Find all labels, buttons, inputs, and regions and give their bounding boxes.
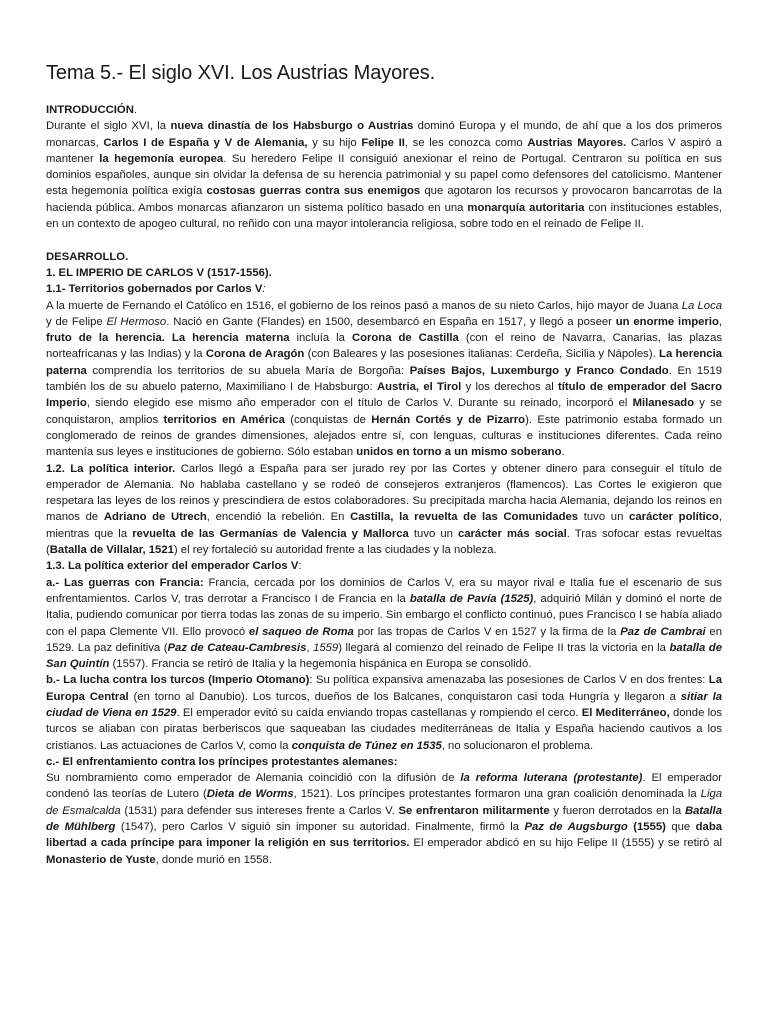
text-run: ) llegará al comienzo del reinado de Felipe II tras la victoria en la (338, 641, 670, 654)
text-run: . Su heredero Felipe II consiguió anexionar el reino de Portugal. Centraron su política en sus dominios españoles, aunque sin olvidar la defensa de su herencia patrimonial y su papel como defensores del catolicismo. Mantener esta hegemonía política exigía (46, 152, 722, 198)
paragraph (46, 575, 722, 673)
text-run: . Nació en Gante (Flandes) en 1500, desembarcó en España en 1517, y llegó a poseer (166, 315, 616, 328)
text-run: por las tropas de Carlos V en 1527 y la firma de la (353, 625, 621, 638)
paragraph-spacer (46, 232, 722, 248)
text-run: (1547), pero Carlos V siguió sin imponer su autoridad. Finalmente, firmó la (115, 821, 525, 834)
bold-text-run: carácter político (629, 511, 719, 524)
paragraph (46, 118, 722, 232)
text-run: : (298, 560, 302, 573)
paragraph (46, 558, 722, 574)
bold-text-run: El Mediterráneo, (581, 706, 670, 719)
bold-text-run: Paz de Augsburgo (524, 821, 628, 834)
text-run: tuvo un (408, 527, 458, 540)
bold-text-run: batalla de San Quintín (46, 641, 722, 671)
italic-text-run: 1559 (313, 641, 339, 654)
bold-text-run: Carlos I de España y V de Alemania, (103, 136, 308, 149)
bold-text-run: 1.3. La política exterior del emperador Carlos V (46, 560, 299, 573)
bold-text-run: nueva dinastía de los Habsburgo o Austrias (170, 120, 414, 133)
text-run: Francia, cercada por los dominios de Carlos V, era su mayor rival e Italia fue el escenario de sus enfrentamientos. Carlos V, tras derrotar a Francisco I de Francia en la (46, 576, 722, 605)
text-run: (1531) para defender sus intereses frente a Carlos V. (120, 804, 399, 817)
text-run: y fueron derrotados en la (549, 804, 685, 817)
bold-text-run: La herencia materna (171, 332, 290, 345)
text-run: con instituciones estables, en un contexto de apogeo cultural, no reñido con una mayor intolerancia religiosa, sobre todo en el reinado de Felipe II. (46, 201, 723, 231)
bold-text-run: batalla de Pavía (1525) (409, 592, 534, 605)
paragraph (46, 102, 722, 118)
bold-text-run: b.- La lucha contra los turcos (Imperio Otomano) (46, 674, 310, 687)
italic-text-run: Liga de Esmalcalda (46, 788, 723, 817)
bold-text-run: 1.2. La política interior. (46, 462, 176, 475)
bold-text-run: Adriano de Utrech (103, 511, 207, 524)
text-run: . (133, 104, 138, 116)
bold-text-run: costosas guerras contra sus enemigos (206, 185, 421, 198)
text-run: tuvo un (578, 511, 630, 524)
bold-text-run: Dieta de Worms (206, 788, 294, 801)
text-run: (conquistas de (284, 413, 372, 426)
text-run: , no solucionaron el problema. (441, 739, 594, 752)
text-run: . (561, 446, 565, 459)
paragraph (46, 754, 722, 770)
bold-text-run: monarquía autoritaria (467, 201, 585, 214)
paragraph (46, 461, 722, 559)
text-run: que agotaron los recursos y provocaron bancarrotas de la hacienda pública. Ambos monarcas afianzaron un sistema político basado en una (46, 185, 723, 214)
text-run: , 1521). Los príncipes protestantes formaron una gran coalición denominada la (293, 788, 701, 801)
bold-text-run: Batalla de Villalar, 1521 (49, 544, 174, 557)
text-run: donde los turcos se aliaban con piratas berberiscos que saqueaban las ciudades mediterráneas de Italia y España haciendo cautivos a los cristianos. Las actuaciones de Carlos V, como la (46, 706, 723, 752)
text-run: ) el rey fortaleció su autoridad frente a las ciudades y la nobleza. (173, 544, 497, 557)
paragraph (46, 770, 722, 868)
text-run: y su hijo (307, 136, 362, 149)
text-run: , siendo elegido ese mismo año emperador con el título de Carlos V. Durante su reinado, incorporó el (86, 397, 633, 410)
bold-text-run: Corona de Aragón (205, 348, 305, 361)
bold-text-run: Austria, el Tirol (376, 381, 462, 394)
bold-text-run: Paz de Cateau-Cambresis (167, 641, 307, 654)
italic-text-run: : (262, 283, 266, 296)
text-run: El emperador abdicó en su hijo Felipe II (1555) y se retiró al (409, 837, 722, 850)
text-run: Carlos V aspiró a mantener (46, 136, 722, 165)
text-run: y se conquistaron, amplios (46, 397, 722, 426)
text-run: Su nombramiento como emperador de Alemania coincidió con la difusión de (46, 772, 461, 785)
text-run: y los derechos al (461, 381, 559, 394)
text-run: , adquirió Milán y dominó el norte de Italia, pudiendo comunicar por tierra todas las zonas de su imperio. Sin embargo el conflicto continuó, pues Francisco I se había aliado con el papa Clemente VII. Ello provocó (46, 592, 723, 638)
bold-text-run: la hegemonía europea (99, 152, 224, 165)
bold-text-run: fruto de la herencia. (46, 332, 165, 345)
text-run: . Tras sofocar estas revueltas ( (46, 527, 722, 557)
bold-text-run: el saqueo de Roma (248, 625, 354, 638)
italic-text-run: El Hermoso (106, 315, 167, 328)
bold-text-run: daba libertad a cada príncipe para imponer la religión en sus territorios. (46, 821, 723, 850)
text-run: , donde murió en 1558. (155, 853, 272, 866)
paragraph (46, 672, 722, 753)
text-run: . En 1519 también los de su abuelo paterno, Maximiliano I de Habsburgo: (46, 364, 723, 394)
text-run: . El emperador condenó las teorías de Lutero ( (46, 772, 723, 801)
bold-text-run: Austrias Mayores. (527, 136, 627, 149)
document-body (46, 102, 722, 868)
bold-text-run: Batalla de Mühlberg (46, 804, 722, 834)
bold-text-run: (1555) (633, 821, 666, 834)
text-run: . El emperador evitó su caída enviando tropas castellanas y rompiendo el cerco. (176, 706, 582, 719)
bold-text-run: Corona de Castilla (351, 332, 459, 345)
bold-text-run: c.- El enfrentamiento contra los príncipes protestantes alemanes: (46, 755, 398, 768)
text-run: A la muerte de Fernando el Católico en 1516, el gobierno de los reinos pasó a manos de su nieto Carlos, hijo mayor de Juana (46, 299, 682, 312)
text-run: , (718, 315, 722, 328)
text-run: , encendió la rebelión. En (206, 511, 351, 524)
paragraph (46, 265, 722, 281)
bold-text-run: a.- Las guerras con Francia: (46, 576, 204, 589)
text-run: , (306, 641, 314, 654)
text-run: en 1529. La paz definitiva ( (46, 625, 723, 654)
text-run: (1557). Francia se retiró de Italia y la hegemonía hispánica en Europa se consolidó. (109, 658, 532, 671)
bold-text-run: 1.1- Territorios gobernados por Carlos V (46, 283, 263, 296)
bold-text-run: Felipe II (361, 136, 405, 149)
text-run: que (665, 821, 696, 834)
paragraph (46, 249, 722, 265)
text-run: dominó Europa y el mundo, de ahí que a los dos primeros monarcas, (46, 120, 723, 149)
bold-text-run: La herencia paterna (46, 348, 723, 377)
paragraph (46, 281, 722, 297)
text-run: comprendía los territorios de su abuela María de Borgoña: (86, 364, 410, 377)
text-run: (con Baleares y las posesiones italianas: Cerdeña, Sicilia y Nápoles). (304, 348, 660, 361)
paragraph (46, 298, 722, 461)
text-run: : Su política expansiva amenazaba las posesiones de Carlos V en dos frentes: (309, 674, 709, 687)
text-run: , se les conozca como (404, 136, 528, 149)
text-run: (con el reino de Navarra, Canarias, las plazas norteafricanas y las Indias) y la (46, 332, 723, 361)
document-title: Tema 5.- El siglo XVI. Los Austrias Mayores. (46, 62, 436, 84)
bold-text-run: sitiar la ciudad de Viena en 1529 (46, 690, 722, 719)
bold-text-run: conquista de Túnez en 1535 (291, 739, 442, 752)
bold-text-run: territorios en América (163, 413, 285, 426)
bold-text-run: un enorme imperio (615, 315, 719, 328)
text-run (165, 332, 172, 344)
bold-text-run: DESARROLLO. (46, 250, 129, 263)
bold-text-run: título de emperador del Sacro Imperio (46, 381, 722, 410)
bold-text-run: La Europa Central (46, 674, 722, 703)
italic-text-run: La Loca (681, 299, 722, 312)
bold-text-run: revuelta de las Germanías de Valencia y Mallorca (132, 527, 409, 540)
text-run: ). Este patrimonio estaba formado un conglomerado de reinos de grandes dimensiones, alejados entre sí, con lenguas, culturas e instituciones diferentes. Cada reino mantenía sus leyes e instituciones de gobierno. Sólo estaban (46, 413, 722, 459)
bold-text-run: carácter más social (457, 527, 567, 540)
bold-text-run: Países Bajos, Luxemburgo y Franco Condado (409, 364, 669, 377)
text-run: incluía la (289, 332, 352, 345)
bold-text-run: Hernán Cortés y de Pizarro (371, 413, 526, 426)
bold-text-run: la reforma luterana (protestante) (460, 772, 643, 785)
bold-text-run: Se enfrentaron militarmente (398, 804, 550, 817)
text-run: , mientras que la (46, 511, 722, 540)
text-run: y de Felipe (46, 315, 107, 328)
text-run: (en torno al Danubio). Los turcos, dueños de los Balcanes, conquistaron casi toda Hungría y llegaron a (128, 690, 681, 703)
bold-text-run: INTRODUCCIÓN (46, 104, 134, 116)
bold-text-run: 1. EL IMPERIO DE CARLOS V (1517-1556). (46, 266, 272, 279)
text-run: Carlos llegó a España para ser jurado rey por las Cortes y obtener dinero para conseguir el título de emperador de Alemania. No hablaba castellano y se rodeó de consejeros extranjeros (flamencos). Las Cortes le exigieron que respetara las leyes de los reinos y prescindiera de estos colaboradores. Su precipitada marcha hacia Alemania, dejando los reinos en manos de (46, 462, 723, 524)
bold-text-run: Milanesado (632, 397, 695, 410)
bold-text-run: Monasterio de Yuste (46, 853, 156, 866)
bold-text-run: unidos en torno a un mismo soberano (356, 446, 562, 459)
text-run: Durante el siglo XVI, la (46, 120, 171, 133)
bold-text-run: Castilla, la revuelta de las Comunidades (350, 511, 579, 524)
bold-text-run: Paz de Cambrai (620, 625, 706, 638)
